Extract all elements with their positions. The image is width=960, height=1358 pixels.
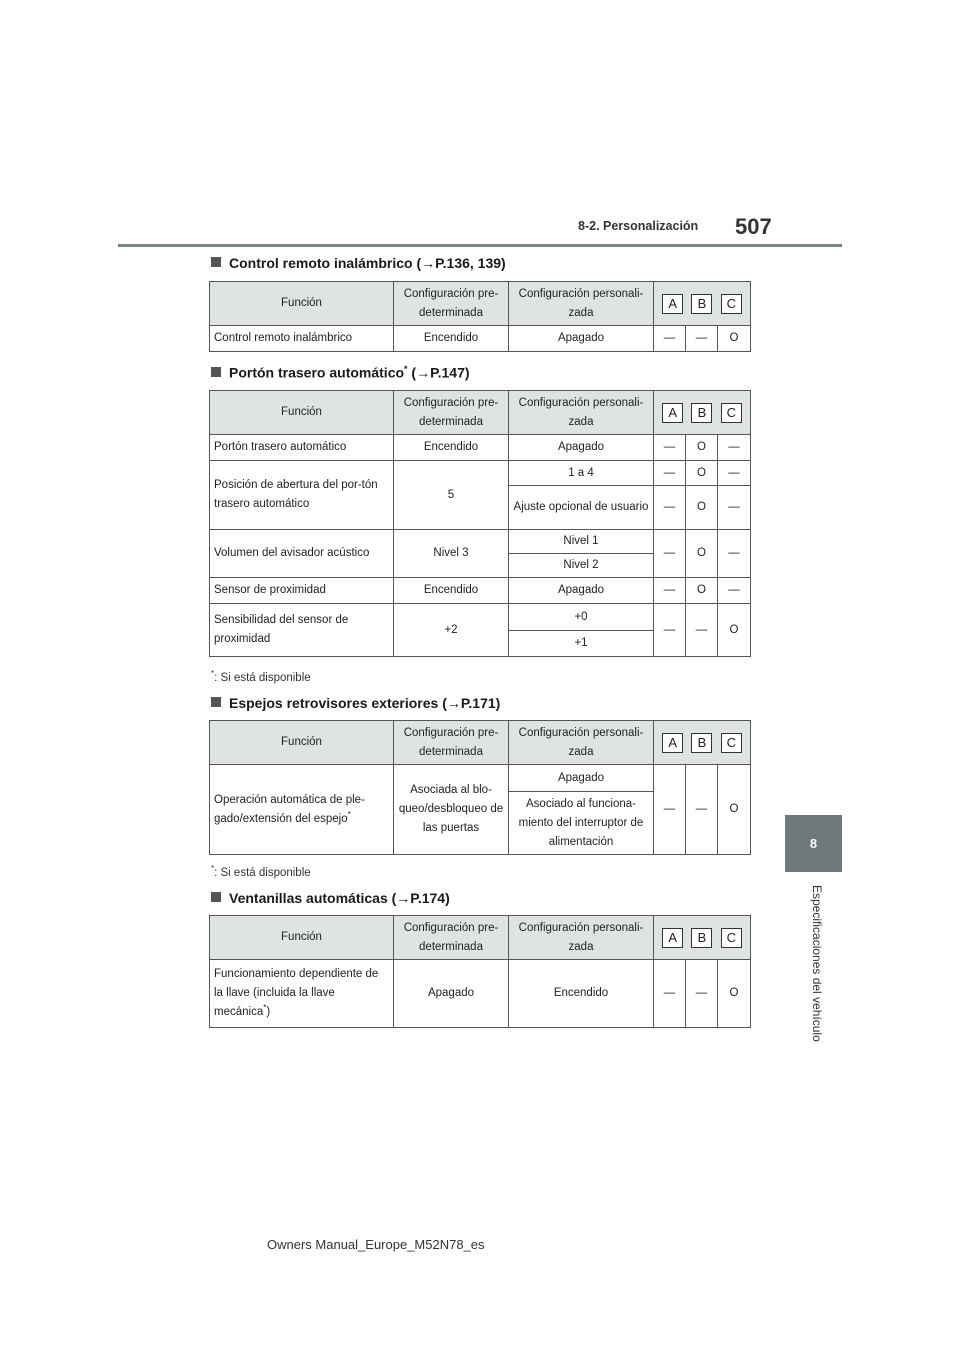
table-row: Sensibilidad del sensor de proximidad +2 +0 — — O [210,604,751,631]
header-default: Configuración pre-determinada [394,721,509,765]
chapter-number: 8 [809,836,818,851]
chapter-label: Especificaciones del vehículo [810,885,824,1042]
table-header-row [210,721,751,765]
header-default: Configuración pre-determinada [394,916,509,960]
table-row: Ajuste opcional de usuario — O — [210,486,751,530]
table-row: +1 [210,631,751,657]
table-remote [209,281,751,352]
header-function: Función [210,916,394,960]
section-title-tailgate: Portón trasero automático* (→P.147) [211,364,470,381]
footnote-tailgate: *: Si está disponible [211,669,311,684]
table-row: Nivel 2 [210,554,751,578]
header-function: Función [210,721,394,765]
header-rule [118,244,842,247]
header-custom: Configuración personali-zada [509,916,654,960]
bullet-square-icon [211,367,221,377]
page-number: 507 [735,214,772,239]
table-header-row [210,282,751,326]
footnote-mirrors: *: Si está disponible [211,864,311,879]
col-a-label: A [662,294,683,314]
header-abc: A B C [654,916,751,960]
header-custom: Configuración personali-zada [509,282,654,326]
header-function: Función [210,282,394,326]
table-mirrors [209,720,751,855]
section-title-mirrors: Espejos retrovisores exteriores (→P.171) [211,695,500,711]
section-header: 8-2. Personalización [578,219,699,233]
table-row: Posición de abertura del por-tón trasero automático 5 1 a 4 — O — [210,461,751,486]
bullet-square-icon [211,257,221,267]
table-row: Control remoto inalámbrico Encendido Apagado — — O [210,326,751,352]
table-header-row [210,391,751,435]
header-custom: Configuración personali-zada [509,721,654,765]
header-default: Configuración pre-determinada [394,282,509,326]
header-default: Configuración pre-determinada [394,391,509,435]
col-c-label: C [721,294,742,314]
bullet-square-icon [211,892,221,902]
section-title-windows: Ventanillas automáticas (→P.174) [211,890,450,906]
section-title-remote: Control remoto inalámbrico (→P.136, 139) [211,255,506,271]
header-custom: Configuración personali-zada [509,391,654,435]
table-row: Volumen del avisador acústico Nivel 3 Nivel 1 — O — [210,530,751,554]
chapter-tab [785,815,842,872]
table-header-row [210,916,751,960]
footer-doc-id: Owners Manual_Europe_M52N78_es [267,1237,485,1252]
header-abc [654,282,751,326]
bullet-square-icon [211,697,221,707]
header-abc: A B C [654,721,751,765]
header-function: Función [210,391,394,435]
table-windows [209,915,751,1028]
table-tailgate [209,390,751,657]
header-abc: A B C [654,391,751,435]
table-row: Asociado al funciona-miento del interruptor de alimentación [210,792,751,855]
table-row: Portón trasero automático Encendido Apagado — O — [210,435,751,461]
table-row: Sensor de proximidad Encendido Apagado — O — [210,578,751,604]
col-b-label: B [691,294,712,314]
table-row: Operación automática de ple-gado/extensión del espejo* Asociada al blo-queo/desbloqueo de las puertas Apagado — — O [210,765,751,792]
table-row: Funcionamiento dependiente de la llave (incluida la llave mecánica*) Apagado Encendido — — O [210,960,751,1028]
chapter-side-label [806,885,828,1065]
